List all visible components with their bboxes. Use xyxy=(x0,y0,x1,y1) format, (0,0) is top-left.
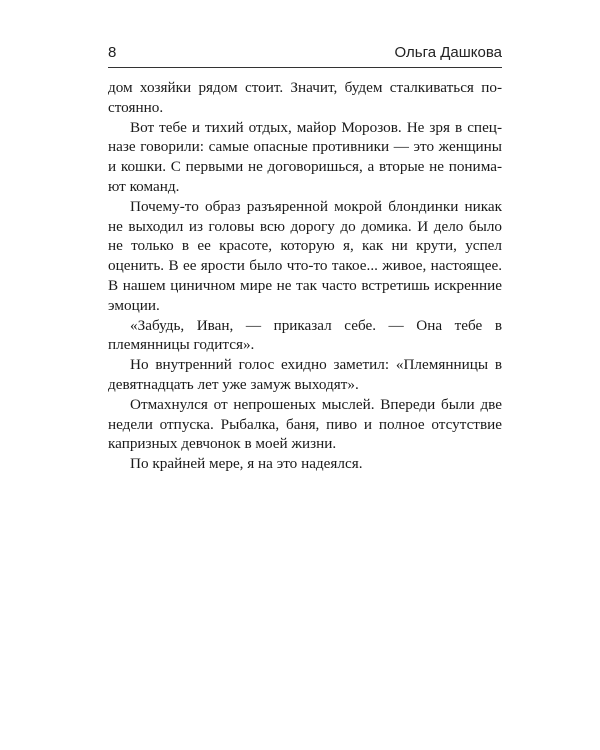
paragraph-2: Вот тебе и тихий отдых, майор Морозов. Не зря в спецназе говорили: самые опасные противники — это женщины и кошки. С первыми не договоришься, а вторые не понимают команд. xyxy=(108,118,502,195)
paragraph-3: Почему-то образ разъяренной мокрой блондинки никак не выходил из головы всю дорогу до домика. И дело было не только в ее красоте, которую я, как ни крути, успел оценить. В ее ярости было что-то такое... живое, настоящее. В нашем циничном мире не так часто встретишь искренние эмоции. xyxy=(108,197,502,314)
author-name: Ольга Дашкова xyxy=(394,44,502,61)
paragraph-1: дом хозяйки рядом стоит. Значит, будем сталкиваться постоянно. xyxy=(108,79,502,116)
body-text xyxy=(108,78,502,474)
running-head xyxy=(108,40,502,66)
paragraph-7: По крайней мере, я на это надеялся. xyxy=(130,455,363,473)
header-divider xyxy=(108,67,502,68)
paragraph-6: Отмахнулся от непрошеных мыслей. Впереди были две недели отпуска. Рыбалка, баня, пиво и полное отсутствие капризных девчонок в моей жизни. xyxy=(108,395,502,453)
paragraph-5: Но внутренний голос ехидно заметил: «Племянницы в девятнадцать лет уже замуж выходят». xyxy=(108,356,502,393)
paragraph-4: «Забудь, Иван, — приказал себе. — Она тебе в племянницы годится». xyxy=(108,316,502,354)
page-number: 8 xyxy=(108,44,117,61)
